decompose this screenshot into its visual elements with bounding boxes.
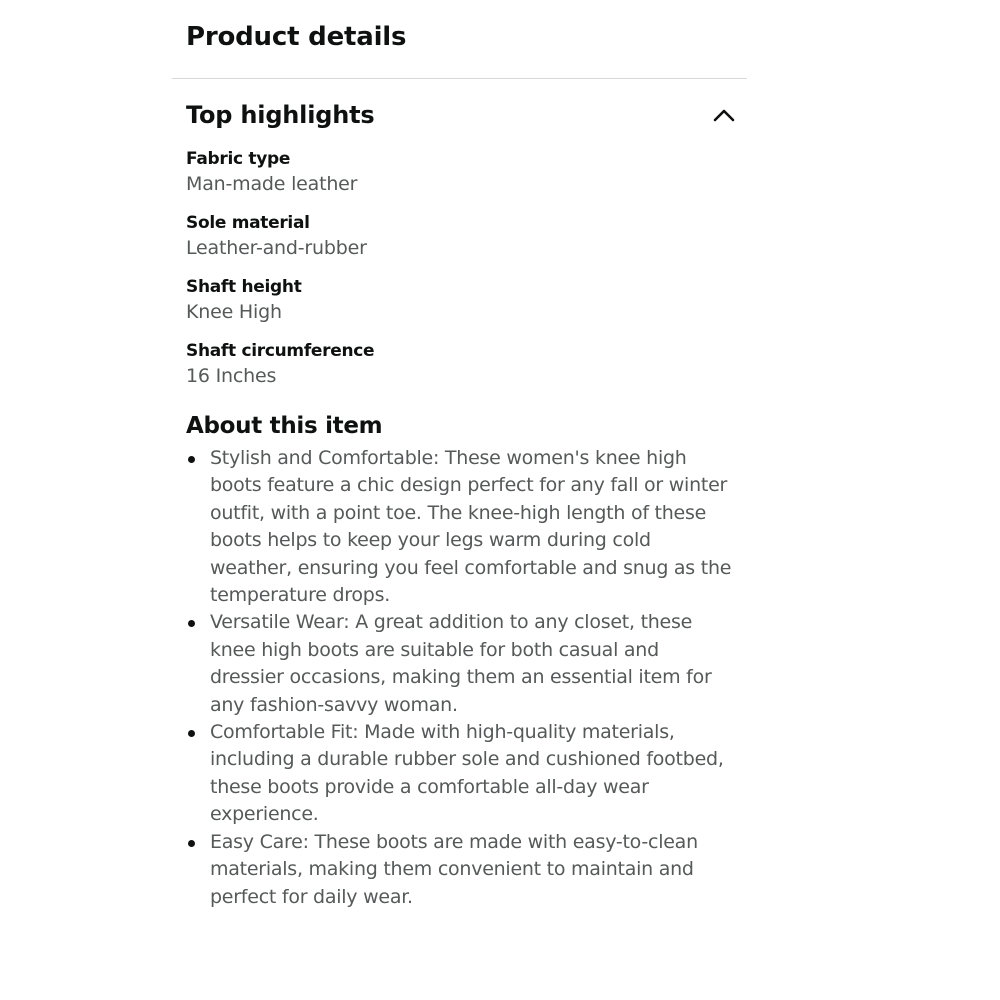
attribute-shaft-circumference <box>186 339 733 389</box>
top-highlights-title: Top highlights <box>186 101 375 129</box>
attribute-value: Knee High <box>186 301 282 323</box>
attribute-value: 16 Inches <box>186 365 277 387</box>
attribute-label: Sole material <box>186 213 310 233</box>
product-details-panel <box>172 0 747 911</box>
product-details-title: Product details <box>186 22 407 52</box>
attribute-shaft-height <box>186 275 733 325</box>
attribute-fabric-type <box>186 147 733 197</box>
attribute-value: Leather-and-rubber <box>186 237 367 259</box>
about-bullet-list <box>172 445 747 911</box>
attribute-label: Fabric type <box>186 149 291 169</box>
attribute-label: Shaft height <box>186 277 302 297</box>
about-this-item-title: About this item <box>186 413 383 439</box>
attribute-sole-material <box>186 211 733 261</box>
top-highlights-header[interactable] <box>172 79 747 135</box>
bullet-text: Versatile Wear: A great addition to any closet, these knee high boots are suitable for both casual and dressier occasions, making them an essential item for any fashion-savvy woman. <box>210 611 712 716</box>
bullet-icon <box>188 456 195 463</box>
bullet-text: Stylish and Comfortable: These women's knee high boots feature a chic design perfect for any fall or winter outfit, with a point toe. The knee-high length of these boots helps to keep your legs warm during cold weather, ensuring you feel comfortable and snug as the temperature drops. <box>210 447 732 607</box>
chevron-up-icon[interactable] <box>711 105 737 125</box>
list-item <box>186 609 733 719</box>
bullet-icon <box>188 730 195 737</box>
attribute-label: Shaft circumference <box>186 341 375 361</box>
bullet-icon <box>188 620 195 627</box>
list-item <box>186 829 733 911</box>
list-item <box>186 445 733 609</box>
bullet-text: Comfortable Fit: Made with high-quality materials, including a durable rubber sole and cushioned footbed, these boots provide a comfortable all-day wear experience. <box>210 721 724 826</box>
highlights-attributes <box>172 135 747 389</box>
attribute-value: Man-made leather <box>186 173 358 195</box>
list-item <box>186 719 733 829</box>
bullet-text: Easy Care: These boots are made with easy-to-clean materials, making them convenient to maintain and perfect for daily wear. <box>210 830 698 908</box>
bullet-icon <box>188 840 195 847</box>
